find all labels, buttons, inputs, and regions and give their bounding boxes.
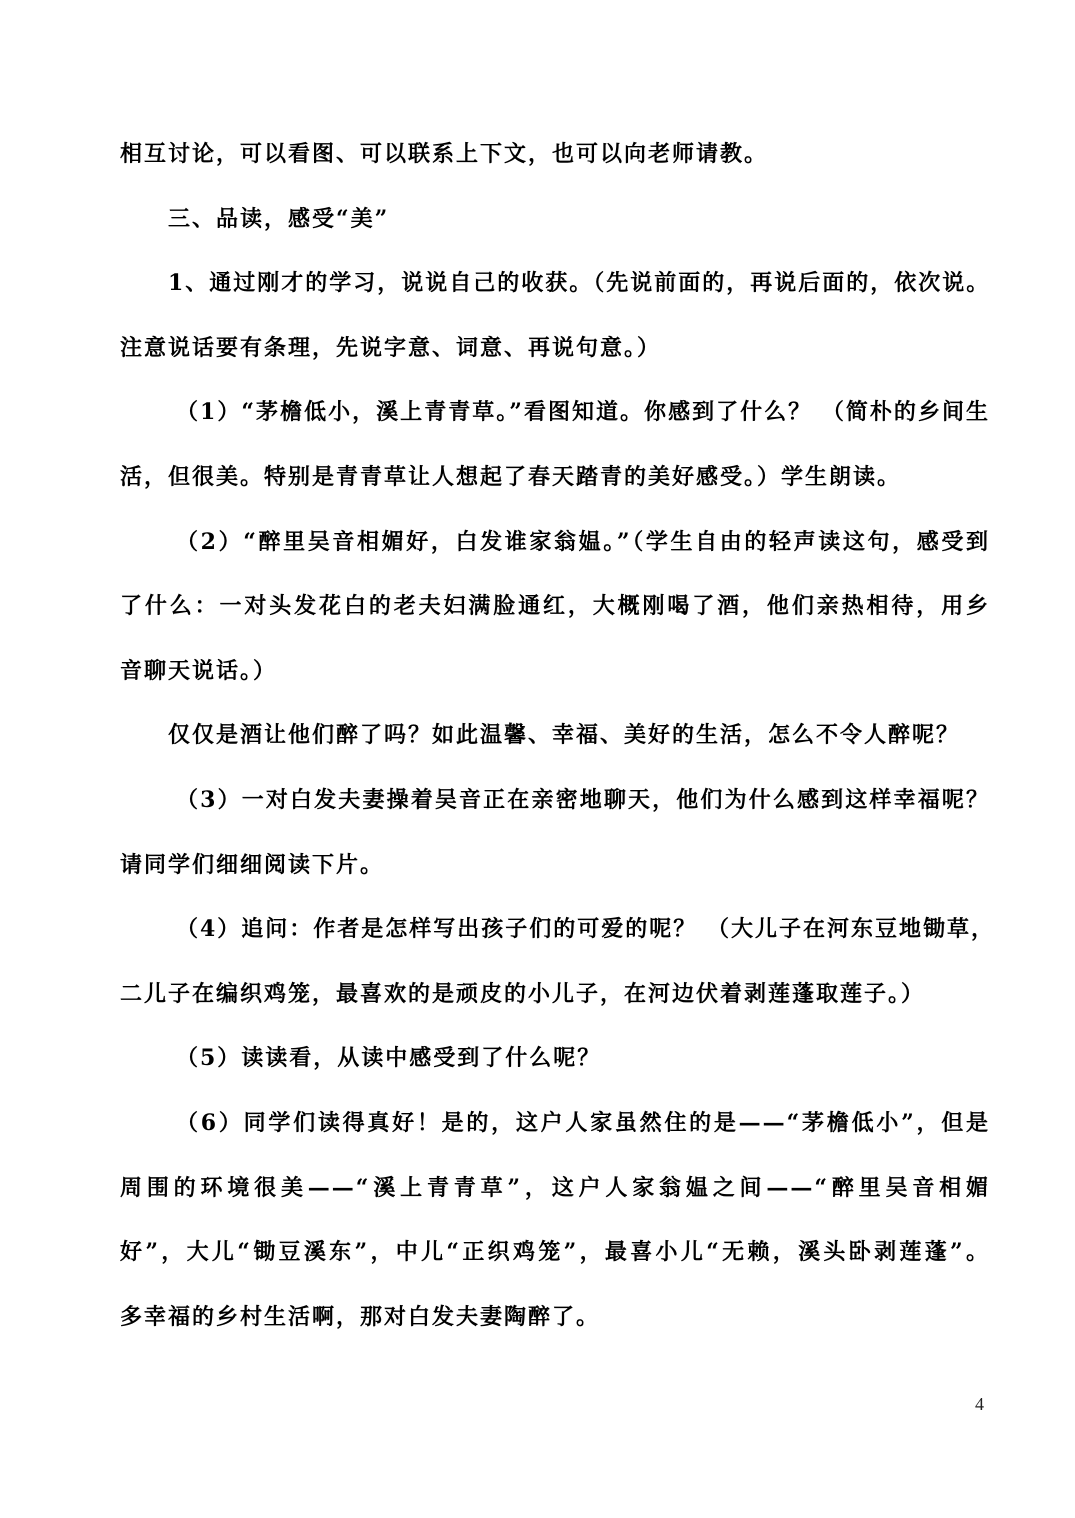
text-line-11: （3）一对白发夫妻操着吴音正在亲密地聊天，他们为什么感到这样幸福呢？: [176, 786, 990, 813]
text-line-19: 多幸福的乡村生活啊，那对白发夫妻陶醉了。: [120, 1303, 601, 1330]
page-number: 4: [975, 1394, 984, 1414]
text-line-13: （4）追问：作者是怎样写出孩子们的可爱的呢？ （大儿子在河东豆地锄草，: [176, 916, 995, 943]
text-line-12: 请同学们细细阅读下片。: [120, 851, 385, 878]
text-line-7: （2）“醉里吴音相媚好，白发谁家翁媪。”（学生自由的轻声读这句，感受到: [176, 528, 990, 555]
text-line-8: 了什么：一对头发花白的老夫妇满脸通红，大概刚喝了酒，他们亲热相待，用乡: [120, 593, 990, 620]
text-line-4: 注意说话要有条理，先说字意、词意、再说句意。）: [120, 334, 662, 361]
text-line-6: 活，但很美。特别是青青草让人想起了春天踏青的美好感受。）学生朗读。: [120, 463, 902, 490]
text-line-3: 1、通过刚才的学习，说说自己的收获。（先说前面的，再说后面的，依次说。: [168, 270, 991, 297]
text-line-9: 音聊天说话。）: [120, 657, 278, 684]
text-line-18: 好”，大儿“锄豆溪东”，中儿“正织鸡笼”，最喜小儿“无赖，溪头卧剥莲蓬”。: [120, 1239, 990, 1266]
text-line-16: （6）同学们读得真好！是的，这户人家虽然住的是——“茅檐低小”，但是: [176, 1109, 990, 1136]
text-line-1: 相互讨论，可以看图、可以联系上下文，也可以向老师请教。: [120, 141, 769, 167]
text-line-17: 周围的环境很美——“溪上青青草”，这户人家翁媪之间——“醉里吴音相媚: [120, 1174, 990, 1201]
text-line-10: 仅仅是酒让他们醉了吗？如此温馨、幸福、美好的生活，怎么不令人醉呢？: [168, 722, 961, 749]
text-line-14: 二儿子在编织鸡笼，最喜欢的是顽皮的小儿子，在河边伏着剥莲蓬取莲子。）: [120, 980, 926, 1007]
text-line-15: （5）读读看，从读中感受到了什么呢？: [176, 1045, 602, 1072]
text-line-5: （1）“茅檐低小，溪上青青草。”看图知道。你感到了什么？ （简朴的乡间生: [176, 399, 990, 426]
body-text: [120, 122, 995, 1349]
section-heading: 三、品读，感受“美”: [168, 205, 390, 232]
